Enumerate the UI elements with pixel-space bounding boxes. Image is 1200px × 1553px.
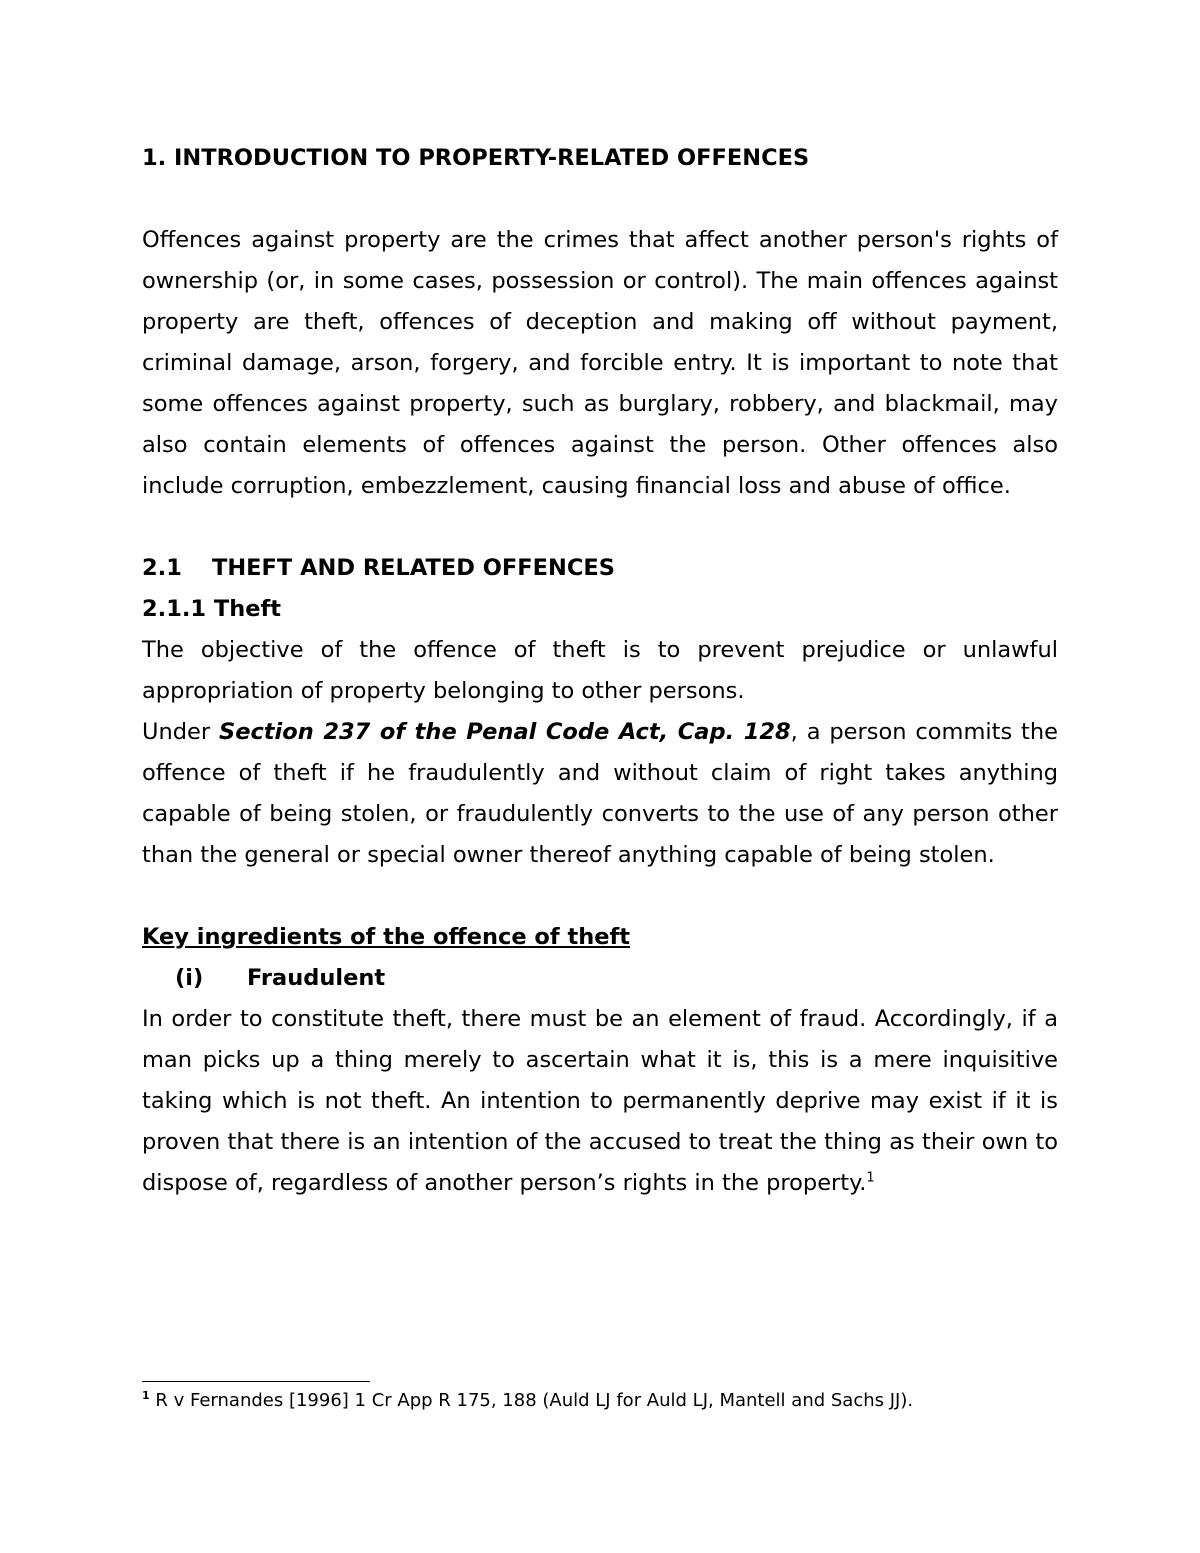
section-2-1-1-heading: 2.1.1 Theft [142, 596, 282, 622]
ingredient-fraudulent-heading [142, 958, 1058, 999]
section-2-1-heading [142, 548, 1058, 589]
ingredient-title: Fraudulent [247, 965, 386, 991]
footnote-separator [142, 1381, 370, 1382]
theft-objective-paragraph: The objective of the offence of theft is to prevent prejudice or unlawful appropriation of property belonging to other persons. [142, 637, 1058, 704]
statute-citation: Section 237 of the Penal Code Act, Cap. 128 [219, 719, 791, 745]
blank-line [142, 507, 1058, 548]
blank-line [142, 876, 1058, 917]
definition-text: , a person commits the offence of theft if he fraudulently and without claim of right takes anything capable of being stolen, or fraudulently converts to the use of any person other than the general or special owner thereof anything capable of being stolen. [142, 719, 1058, 868]
section-2-1-number: 2.1 [142, 555, 182, 581]
theft-definition-paragraph [142, 712, 1058, 876]
fraudulent-text: In order to constitute theft, there must be an element of fraud. Accordingly, if a man picks up a thing merely to ascertain what it is, this is a mere inquisitive taking which is not theft. An intention to permanently deprive may exist if it is proven that there is an intention of the accused to treat the thing as their own to dispose of, regardless of another person’s rights in the property. [142, 1006, 1058, 1196]
footnote-reference[interactable]: 1 [866, 1170, 875, 1186]
definition-prefix: Under [142, 719, 219, 745]
section-1-heading: 1. INTRODUCTION TO PROPERTY-RELATED OFFENCES [142, 145, 810, 171]
footnote-marker: 1 [142, 1389, 150, 1402]
section-2-1-title: THEFT AND RELATED OFFENCES [212, 555, 615, 581]
fraudulent-paragraph [142, 999, 1058, 1204]
ingredient-numeral: (i) [175, 965, 204, 991]
document-page [142, 138, 1058, 1204]
footnote-1 [142, 1388, 913, 1414]
footnote-text: R v Fernandes [1996] 1 Cr App R 175, 188 (Auld LJ for Auld LJ, Mantell and Sachs JJ). [149, 1390, 914, 1411]
blank-line [142, 179, 1058, 220]
intro-paragraph: Offences against property are the crimes that affect another person's rights of ownership (or, in some cases, possession or control). The main offences against property are theft, offences of deception and making off without payment, criminal damage, arson, forgery, and forcible entry. It is important to note that some offences against property, such as burglary, robbery, and blackmail, may also contain elements of offences against the person. Other offences also include corruption, embezzlement, causing financial loss and abuse of office. [142, 227, 1058, 499]
key-ingredients-heading: Key ingredients of the offence of theft [142, 924, 631, 950]
